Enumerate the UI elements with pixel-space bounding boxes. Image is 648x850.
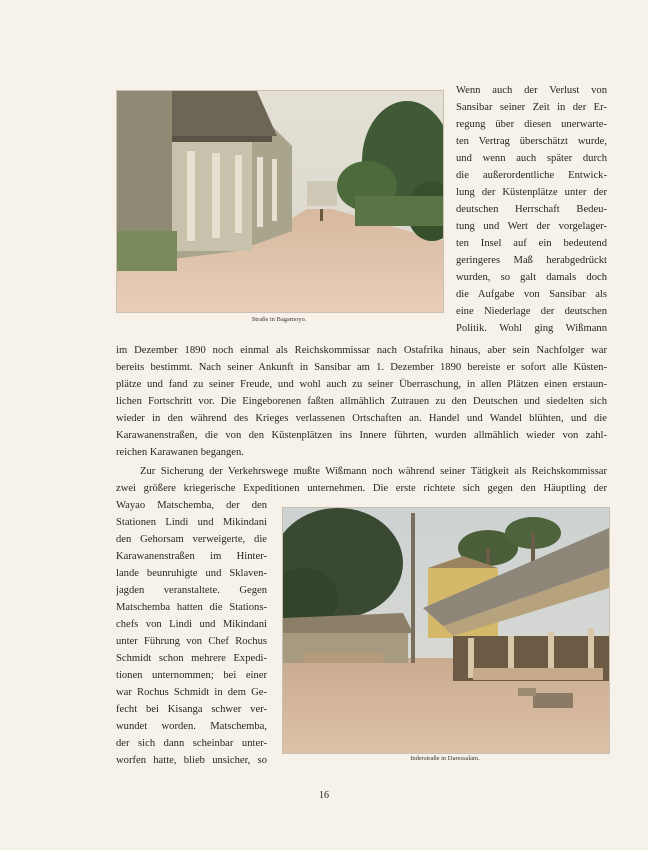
text-line: Karawanenstraßen im Hinter- bbox=[116, 551, 267, 562]
text-line: jagden veranstaltete. Gegen bbox=[116, 585, 267, 596]
text-line: wurden, so galt damals doch bbox=[456, 272, 607, 283]
photo-bagamoyo-street bbox=[116, 90, 444, 313]
text-line: lichen Fortschritt vor. Die Eingeborenen faßten allmählich Zutrauen zu den Deutschen und siedelten sich bbox=[116, 396, 607, 407]
page-number: 16 bbox=[319, 790, 329, 801]
text-line: Wayao Matschemba, der den bbox=[116, 500, 267, 511]
photo-caption-bagamoyo: Straße in Bagamoyo. bbox=[251, 316, 307, 323]
text-line: tung und Wert der vorgelager- bbox=[456, 221, 607, 232]
text-line: eine Niederlage der deutschen bbox=[456, 306, 607, 317]
text-line: den Gehorsam verweigerte, die bbox=[116, 534, 267, 545]
text-line: Matschemba hatten die Stations- bbox=[116, 602, 267, 613]
text-line: zwei größere kriegerische Expeditionen unternehmen. Die erste richtete sich gegen den Häuptling der bbox=[116, 483, 607, 494]
text-line: die Aufgabe von Sansibar als bbox=[456, 289, 607, 300]
text-line: chefs von Lindi und Mikindani bbox=[116, 619, 267, 630]
text-line: Politik. Wohl ging Wißmann bbox=[456, 323, 607, 334]
text-line: reichen Karawanen begangen. bbox=[116, 447, 244, 458]
text-line: ten Vertrag überschätzt wurde, bbox=[456, 136, 607, 147]
text-line: geringeres Maß herabgedrückt bbox=[456, 255, 607, 266]
text-line: Schmidt schon mehrere Expedi- bbox=[116, 653, 267, 664]
text-line: tionen unternommen; bei einer bbox=[116, 670, 267, 681]
photo-caption-daressalam: Inderstraße in Daressalam. bbox=[410, 755, 480, 762]
text-line: Zur Sicherung der Verkehrswege mußte Wißmann noch während seiner Tätigkeit als Reichskommissar bbox=[140, 466, 607, 477]
daressalam-street-image bbox=[283, 508, 609, 753]
text-line: Sansibar seiner Zeit in der Er- bbox=[456, 102, 607, 113]
text-line: wundet worden. Matschemba, bbox=[116, 721, 267, 732]
text-line: war Rochus Schmidt in dem Ge- bbox=[116, 687, 267, 698]
text-line: ten Insel auf ein bedeutend bbox=[456, 238, 607, 249]
text-line: fecht bei Kisanga schwer ver- bbox=[116, 704, 267, 715]
text-line: wieder in den während des Krieges verlassenen Ortschaften an. Handel und Wandel blühten, und die bbox=[116, 413, 607, 424]
text-line: lung der Küstenplätze unter der bbox=[456, 187, 607, 198]
text-line: deutschen Herrschaft Bedeu- bbox=[456, 204, 607, 215]
text-line: unter Führung von Chef Rochus bbox=[116, 636, 267, 647]
text-line: worfen hatte, blieb unsicher, so bbox=[116, 755, 267, 766]
text-line: bereits bestimmt. Nach seiner Ankunft in Sansibar am 1. Dezember 1890 bereiste er sofort alle Küsten- bbox=[116, 362, 607, 373]
text-line: regung über diesen unerwarte- bbox=[456, 119, 607, 130]
bagamoyo-street-image bbox=[117, 91, 443, 312]
text-line: die außerordentliche Entwick- bbox=[456, 170, 607, 181]
text-line: lande beunruhigte und Sklaven- bbox=[116, 568, 267, 579]
text-line: plätze und fand zu seiner Freude, und wohl auch zu seiner Überraschung, in allen Plätzen einen erstaun- bbox=[116, 379, 607, 390]
photo-daressalam-street bbox=[282, 507, 610, 754]
text-line: der sich dann scheinbar unter- bbox=[116, 738, 267, 749]
text-line: Karawanenstraßen, die von den Küstenplätzen ins Innere führten, wurden allmählich wieder von zahl- bbox=[116, 430, 607, 441]
text-line: im Dezember 1890 noch einmal als Reichskommissar nach Ostafrika hinaus, aber sein Nachfolger war bbox=[116, 345, 607, 356]
text-line: und wenn auch später durch bbox=[456, 153, 607, 164]
text-line: Stationen Lindi und Mikindani bbox=[116, 517, 267, 528]
text-line: Wenn auch der Verlust von bbox=[456, 85, 607, 96]
